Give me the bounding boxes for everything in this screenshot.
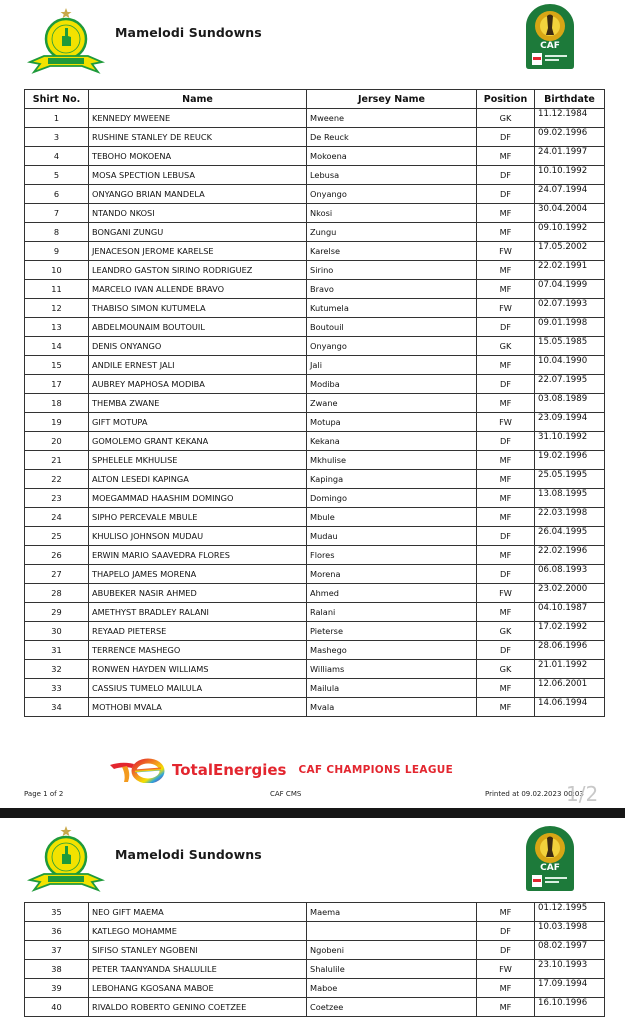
player-name-cell: LEBOHANG KGOSANA MABOE	[89, 979, 307, 998]
position-cell: MF	[477, 261, 535, 280]
birthdate-cell: 08.02.1997	[535, 941, 605, 960]
player-name-cell: BONGANI ZUNGU	[89, 223, 307, 242]
birthdate-cell: 28.06.1996	[535, 641, 605, 660]
jersey-name-cell: Kekana	[307, 432, 477, 451]
birthdate-cell: 07.04.1999	[535, 280, 605, 299]
position-cell: MF	[477, 470, 535, 489]
table-row	[25, 261, 605, 280]
jersey-name-cell: Maboe	[307, 979, 477, 998]
position-cell: DF	[477, 565, 535, 584]
jersey-name-cell: Ralani	[307, 603, 477, 622]
player-name-cell: RONWEN HAYDEN WILLIAMS	[89, 660, 307, 679]
caf-champions-league-logo	[524, 826, 576, 892]
jersey-name-cell: Zwane	[307, 394, 477, 413]
shirt-number-cell: 27	[25, 565, 89, 584]
birthdate-cell: 06.08.1993	[535, 565, 605, 584]
player-name-cell: AMETHYST BRADLEY RALANI	[89, 603, 307, 622]
table-header-row	[25, 90, 605, 109]
roster-table-body	[25, 903, 605, 1017]
table-row	[25, 204, 605, 223]
jersey-name-cell: Flores	[307, 546, 477, 565]
birthdate-cell: 13.08.1995	[535, 489, 605, 508]
jersey-name-cell: Mokoena	[307, 147, 477, 166]
table-row	[25, 470, 605, 489]
position-cell: FW	[477, 413, 535, 432]
birthdate-cell: 14.06.1994	[535, 698, 605, 717]
birthdate-cell: 03.08.1989	[535, 394, 605, 413]
player-name-cell: RIVALDO ROBERTO GENINO COETZEE	[89, 998, 307, 1017]
position-cell: DF	[477, 527, 535, 546]
position-cell: MF	[477, 489, 535, 508]
player-name-cell: GIFT MOTUPA	[89, 413, 307, 432]
player-name-cell: THEMBA ZWANE	[89, 394, 307, 413]
position-cell: FW	[477, 960, 535, 979]
birthdate-cell: 12.06.2001	[535, 679, 605, 698]
roster-table	[24, 89, 605, 717]
shirt-number-cell: 28	[25, 584, 89, 603]
totalenergies-logo-mark	[108, 757, 166, 783]
shirt-number-cell: 40	[25, 998, 89, 1017]
shirt-number-cell: 24	[25, 508, 89, 527]
jersey-name-cell: Domingo	[307, 489, 477, 508]
table-row	[25, 356, 605, 375]
viewer-page-indicator: 1/2	[566, 782, 599, 806]
birthdate-cell: 17.02.1992	[535, 622, 605, 641]
player-name-cell: ABUBEKER NASIR AHMED	[89, 584, 307, 603]
table-row	[25, 299, 605, 318]
jersey-name-cell: Onyango	[307, 185, 477, 204]
table-row	[25, 508, 605, 527]
birthdate-cell: 09.02.1996	[535, 128, 605, 147]
table-row	[25, 280, 605, 299]
jersey-name-cell: Mvala	[307, 698, 477, 717]
shirt-number-cell: 3	[25, 128, 89, 147]
position-cell: MF	[477, 698, 535, 717]
table-row	[25, 679, 605, 698]
position-cell: MF	[477, 394, 535, 413]
page-divider	[0, 808, 625, 818]
birthdate-cell: 01.12.1995	[535, 903, 605, 922]
position-cell: MF	[477, 603, 535, 622]
position-cell: MF	[477, 508, 535, 527]
shirt-number-cell: 12	[25, 299, 89, 318]
shirt-number-cell: 22	[25, 470, 89, 489]
birthdate-cell: 26.04.1995	[535, 527, 605, 546]
caf-champions-league-logo	[524, 4, 576, 70]
shirt-number-cell: 11	[25, 280, 89, 299]
jersey-name-cell: Ngobeni	[307, 941, 477, 960]
column-header-jersey-name: Jersey Name	[307, 90, 477, 109]
jersey-name-cell: Shalulile	[307, 960, 477, 979]
birthdate-cell: 15.05.1985	[535, 337, 605, 356]
shirt-number-cell: 23	[25, 489, 89, 508]
table-row	[25, 413, 605, 432]
roster-table	[24, 902, 605, 1017]
jersey-name-cell: Mudau	[307, 527, 477, 546]
shirt-number-cell: 8	[25, 223, 89, 242]
position-cell: DF	[477, 128, 535, 147]
sponsor-brand-name: TotalEnergies	[172, 761, 287, 779]
table-row	[25, 941, 605, 960]
birthdate-cell: 16.10.1996	[535, 998, 605, 1017]
jersey-name-cell: Ahmed	[307, 584, 477, 603]
table-row	[25, 622, 605, 641]
player-name-cell: MOTHOBI MVALA	[89, 698, 307, 717]
roster-page-2	[0, 818, 625, 1024]
birthdate-cell: 02.07.1993	[535, 299, 605, 318]
table-row	[25, 979, 605, 998]
position-cell: GK	[477, 660, 535, 679]
player-name-cell: RUSHINE STANLEY DE REUCK	[89, 128, 307, 147]
table-row	[25, 451, 605, 470]
table-row	[25, 565, 605, 584]
shirt-number-cell: 35	[25, 903, 89, 922]
table-row	[25, 603, 605, 622]
table-row	[25, 903, 605, 922]
table-row	[25, 394, 605, 413]
jersey-name-cell: Morena	[307, 565, 477, 584]
jersey-name-cell: Mbule	[307, 508, 477, 527]
player-name-cell: SIFISO STANLEY NGOBENI	[89, 941, 307, 960]
sponsor-banner	[108, 756, 518, 784]
position-cell: MF	[477, 147, 535, 166]
roster-table-body	[25, 109, 605, 717]
shirt-number-cell: 7	[25, 204, 89, 223]
shirt-number-cell: 39	[25, 979, 89, 998]
player-name-cell: ONYANGO BRIAN MANDELA	[89, 185, 307, 204]
player-name-cell: SPHELELE MKHULISE	[89, 451, 307, 470]
birthdate-cell: 22.03.1998	[535, 508, 605, 527]
jersey-name-cell: Mweene	[307, 109, 477, 128]
player-name-cell: KHULISO JOHNSON MUDAU	[89, 527, 307, 546]
position-cell: DF	[477, 432, 535, 451]
table-row	[25, 242, 605, 261]
jersey-name-cell: Kutumela	[307, 299, 477, 318]
position-cell: MF	[477, 546, 535, 565]
table-row	[25, 318, 605, 337]
position-cell: GK	[477, 622, 535, 641]
column-header-name: Name	[89, 90, 307, 109]
table-row	[25, 698, 605, 717]
shirt-number-cell: 36	[25, 922, 89, 941]
jersey-name-cell: Motupa	[307, 413, 477, 432]
jersey-name-cell: Zungu	[307, 223, 477, 242]
shirt-number-cell: 31	[25, 641, 89, 660]
shirt-number-cell: 15	[25, 356, 89, 375]
shirt-number-cell: 37	[25, 941, 89, 960]
birthdate-cell: 10.03.1998	[535, 922, 605, 941]
player-name-cell: JENACESON JEROME KARELSE	[89, 242, 307, 261]
birthdate-cell: 21.01.1992	[535, 660, 605, 679]
jersey-name-cell: Jali	[307, 356, 477, 375]
page-number: Page 1 of 2	[24, 790, 64, 798]
player-name-cell: CASSIUS TUMELO MAILULA	[89, 679, 307, 698]
club-logo	[26, 6, 106, 76]
position-cell: MF	[477, 679, 535, 698]
position-cell: DF	[477, 941, 535, 960]
birthdate-cell: 22.07.1995	[535, 375, 605, 394]
position-cell: MF	[477, 451, 535, 470]
system-name: CAF CMS	[270, 790, 302, 798]
position-cell: DF	[477, 922, 535, 941]
shirt-number-cell: 6	[25, 185, 89, 204]
birthdate-cell: 23.10.1993	[535, 960, 605, 979]
club-logo	[26, 824, 106, 894]
jersey-name-cell: Mashego	[307, 641, 477, 660]
player-name-cell: GOMOLEMO GRANT KEKANA	[89, 432, 307, 451]
column-header-birthdate: Birthdate	[535, 90, 605, 109]
position-cell: FW	[477, 242, 535, 261]
table-row	[25, 166, 605, 185]
jersey-name-cell: Sirino	[307, 261, 477, 280]
shirt-number-cell: 9	[25, 242, 89, 261]
player-name-cell: ALTON LESEDI KAPINGA	[89, 470, 307, 489]
position-cell: GK	[477, 337, 535, 356]
birthdate-cell: 11.12.1984	[535, 109, 605, 128]
shirt-number-cell: 26	[25, 546, 89, 565]
position-cell: DF	[477, 185, 535, 204]
player-name-cell: MOSA SPECTION LEBUSA	[89, 166, 307, 185]
print-timestamp: Printed at 09.02.2023 00:03	[485, 790, 584, 798]
table-row	[25, 432, 605, 451]
shirt-number-cell: 21	[25, 451, 89, 470]
jersey-name-cell: Coetzee	[307, 998, 477, 1017]
table-row	[25, 922, 605, 941]
birthdate-cell: 25.05.1995	[535, 470, 605, 489]
position-cell: MF	[477, 903, 535, 922]
player-name-cell: DENIS ONYANGO	[89, 337, 307, 356]
jersey-name-cell: Mailula	[307, 679, 477, 698]
table-row	[25, 223, 605, 242]
birthdate-cell: 23.02.2000	[535, 584, 605, 603]
birthdate-cell: 22.02.1996	[535, 546, 605, 565]
position-cell: FW	[477, 299, 535, 318]
position-cell: MF	[477, 998, 535, 1017]
player-name-cell: REYAAD PIETERSE	[89, 622, 307, 641]
column-header-position: Position	[477, 90, 535, 109]
player-name-cell: LEANDRO GASTON SIRINO RODRIGUEZ	[89, 261, 307, 280]
table-row	[25, 375, 605, 394]
birthdate-cell: 10.04.1990	[535, 356, 605, 375]
player-name-cell: TEBOHO MOKOENA	[89, 147, 307, 166]
shirt-number-cell: 1	[25, 109, 89, 128]
table-row	[25, 641, 605, 660]
jersey-name-cell: Modiba	[307, 375, 477, 394]
player-name-cell: ABDELMOUNAIM BOUTOUIL	[89, 318, 307, 337]
position-cell: MF	[477, 204, 535, 223]
table-row	[25, 584, 605, 603]
position-cell: FW	[477, 584, 535, 603]
table-row	[25, 527, 605, 546]
shirt-number-cell: 17	[25, 375, 89, 394]
shirt-number-cell: 13	[25, 318, 89, 337]
birthdate-cell: 30.04.2004	[535, 204, 605, 223]
shirt-number-cell: 18	[25, 394, 89, 413]
table-row	[25, 489, 605, 508]
birthdate-cell: 04.10.1987	[535, 603, 605, 622]
jersey-name-cell: Karelse	[307, 242, 477, 261]
jersey-name-cell: Boutouil	[307, 318, 477, 337]
shirt-number-cell: 29	[25, 603, 89, 622]
shirt-number-cell: 10	[25, 261, 89, 280]
club-name: Mamelodi Sundowns	[115, 25, 262, 40]
player-name-cell: PETER TAANYANDA SHALULILE	[89, 960, 307, 979]
birthdate-cell: 31.10.1992	[535, 432, 605, 451]
club-name: Mamelodi Sundowns	[115, 847, 262, 862]
birthdate-cell: 17.05.2002	[535, 242, 605, 261]
player-name-cell: MOEGAMMAD HAASHIM DOMINGO	[89, 489, 307, 508]
position-cell: MF	[477, 280, 535, 299]
position-cell: DF	[477, 166, 535, 185]
jersey-name-cell: Nkosi	[307, 204, 477, 223]
shirt-number-cell: 38	[25, 960, 89, 979]
jersey-name-cell: Mkhulise	[307, 451, 477, 470]
player-name-cell: KENNEDY MWEENE	[89, 109, 307, 128]
table-row	[25, 147, 605, 166]
jersey-name-cell: Williams	[307, 660, 477, 679]
player-name-cell: TERRENCE MASHEGO	[89, 641, 307, 660]
table-row	[25, 337, 605, 356]
table-row	[25, 960, 605, 979]
player-name-cell: SIPHO PERCEVALE MBULE	[89, 508, 307, 527]
table-row	[25, 109, 605, 128]
table-row	[25, 998, 605, 1017]
player-name-cell: ANDILE ERNEST JALI	[89, 356, 307, 375]
player-name-cell: KATLEGO MOHAMME	[89, 922, 307, 941]
competition-name: CAF CHAMPIONS LEAGUE	[298, 764, 454, 776]
birthdate-cell: 09.10.1992	[535, 223, 605, 242]
position-cell: GK	[477, 109, 535, 128]
jersey-name-cell	[307, 922, 477, 941]
table-row	[25, 128, 605, 147]
shirt-number-cell: 32	[25, 660, 89, 679]
birthdate-cell: 09.01.1998	[535, 318, 605, 337]
birthdate-cell: 23.09.1994	[535, 413, 605, 432]
jersey-name-cell: Kapinga	[307, 470, 477, 489]
birthdate-cell: 17.09.1994	[535, 979, 605, 998]
jersey-name-cell: Maema	[307, 903, 477, 922]
shirt-number-cell: 19	[25, 413, 89, 432]
player-name-cell: AUBREY MAPHOSA MODIBA	[89, 375, 307, 394]
shirt-number-cell: 33	[25, 679, 89, 698]
position-cell: MF	[477, 223, 535, 242]
position-cell: MF	[477, 356, 535, 375]
position-cell: DF	[477, 375, 535, 394]
jersey-name-cell: De Reuck	[307, 128, 477, 147]
position-cell: DF	[477, 641, 535, 660]
jersey-name-cell: Onyango	[307, 337, 477, 356]
birthdate-cell: 24.07.1994	[535, 185, 605, 204]
player-name-cell: THABISO SIMON KUTUMELA	[89, 299, 307, 318]
shirt-number-cell: 20	[25, 432, 89, 451]
player-name-cell: NTANDO NKOSI	[89, 204, 307, 223]
table-row	[25, 185, 605, 204]
shirt-number-cell: 25	[25, 527, 89, 546]
shirt-number-cell: 5	[25, 166, 89, 185]
jersey-name-cell: Lebusa	[307, 166, 477, 185]
shirt-number-cell: 30	[25, 622, 89, 641]
birthdate-cell: 19.02.1996	[535, 451, 605, 470]
shirt-number-cell: 34	[25, 698, 89, 717]
table-row	[25, 546, 605, 565]
column-header-shirt-no: Shirt No.	[25, 90, 89, 109]
player-name-cell: NEO GIFT MAEMA	[89, 903, 307, 922]
player-name-cell: MARCELO IVAN ALLENDE BRAVO	[89, 280, 307, 299]
birthdate-cell: 24.01.1997	[535, 147, 605, 166]
player-name-cell: ERWIN MARIO SAAVEDRA FLORES	[89, 546, 307, 565]
jersey-name-cell: Bravo	[307, 280, 477, 299]
shirt-number-cell: 4	[25, 147, 89, 166]
jersey-name-cell: Pieterse	[307, 622, 477, 641]
player-name-cell: THAPELO JAMES MORENA	[89, 565, 307, 584]
shirt-number-cell: 14	[25, 337, 89, 356]
position-cell: DF	[477, 318, 535, 337]
birthdate-cell: 22.02.1991	[535, 261, 605, 280]
birthdate-cell: 10.10.1992	[535, 166, 605, 185]
table-row	[25, 660, 605, 679]
position-cell: MF	[477, 979, 535, 998]
